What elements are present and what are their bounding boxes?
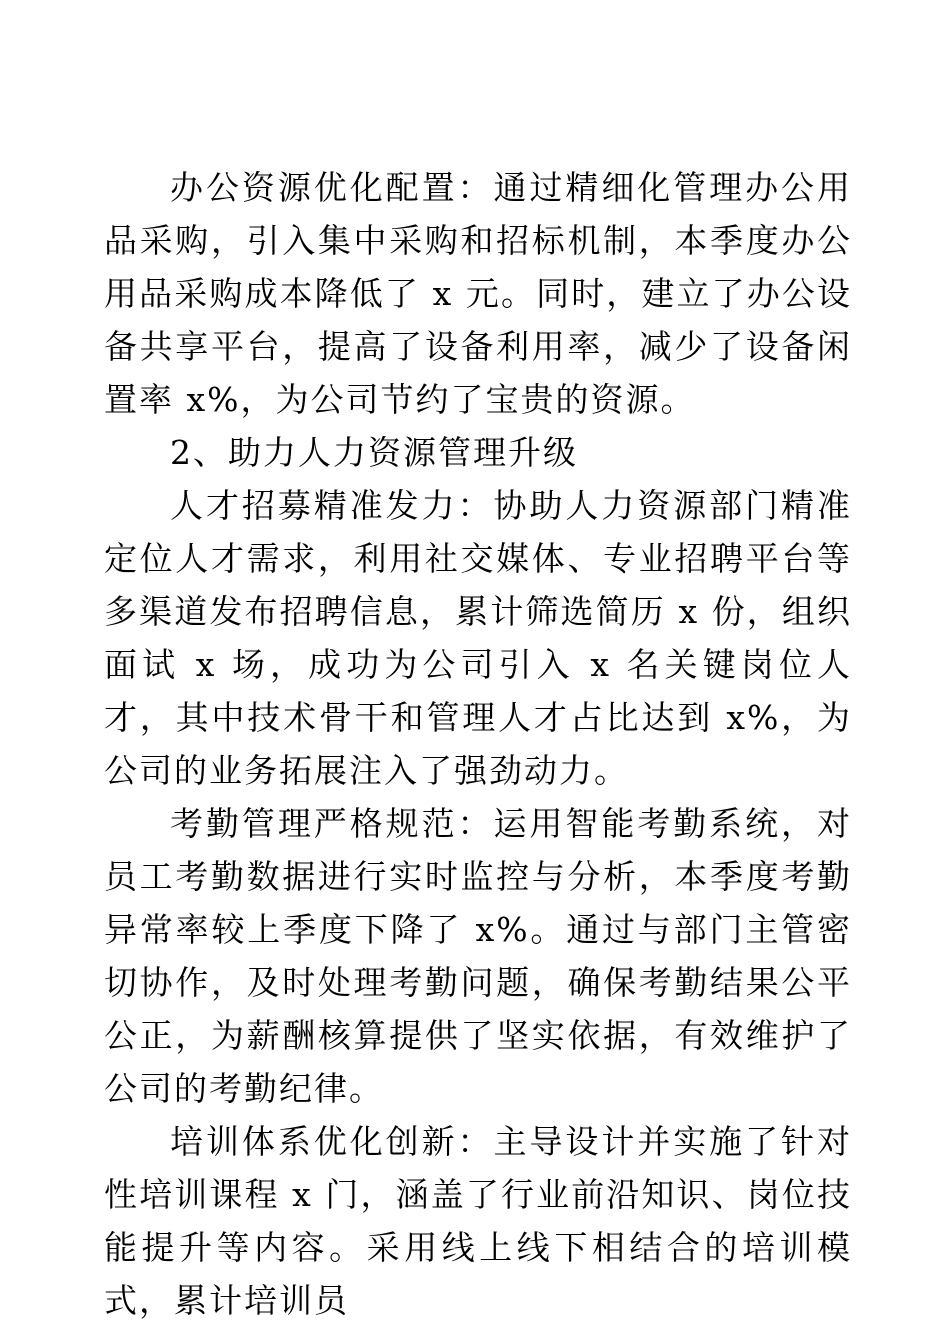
document-body (104, 161, 852, 1327)
paragraph-attendance-management: 考勤管理严格规范：运用智能考勤系统，对员工考勤数据进行实时监控与分析，本季度考勤异常率较上季度下降了 x%。通过与部门主管密切协作，及时处理考勤问题，确保考勤结果公平公正，为薪酬核算提供了坚实依据，有效维护了公司的考勤纪律。 (104, 804, 852, 1108)
paragraph-training-system: 培训体系优化创新：主导设计并实施了针对性培训课程 x 门，涵盖了行业前沿知识、岗位技能提升等内容。采用线上线下相结合的培训模式，累计培训员 (104, 1122, 852, 1320)
section-heading-hr-upgrade: 2、助力人力资源管理升级 (170, 433, 578, 472)
paragraph-talent-recruitment: 人才招募精准发力：协助人力资源部门精准定位人才需求，利用社交媒体、专业招聘平台等多渠道发布招聘信息，累计筛选简历 x 份，组织面试 x 场，成功为公司引入 x 名关键岗位人才，其中技术骨干和管理人才占比达到 x%，为公司的业务拓展注入了强劲动力。 (104, 486, 852, 790)
paragraph-office-resources: 办公资源优化配置：通过精细化管理办公用品采购，引入集中采购和招标机制，本季度办公用品采购成本降低了 x 元。同时，建立了办公设备共享平台，提高了设备利用率，减少了设备闲置率 x%，为公司节约了宝贵的资源。 (104, 168, 852, 419)
